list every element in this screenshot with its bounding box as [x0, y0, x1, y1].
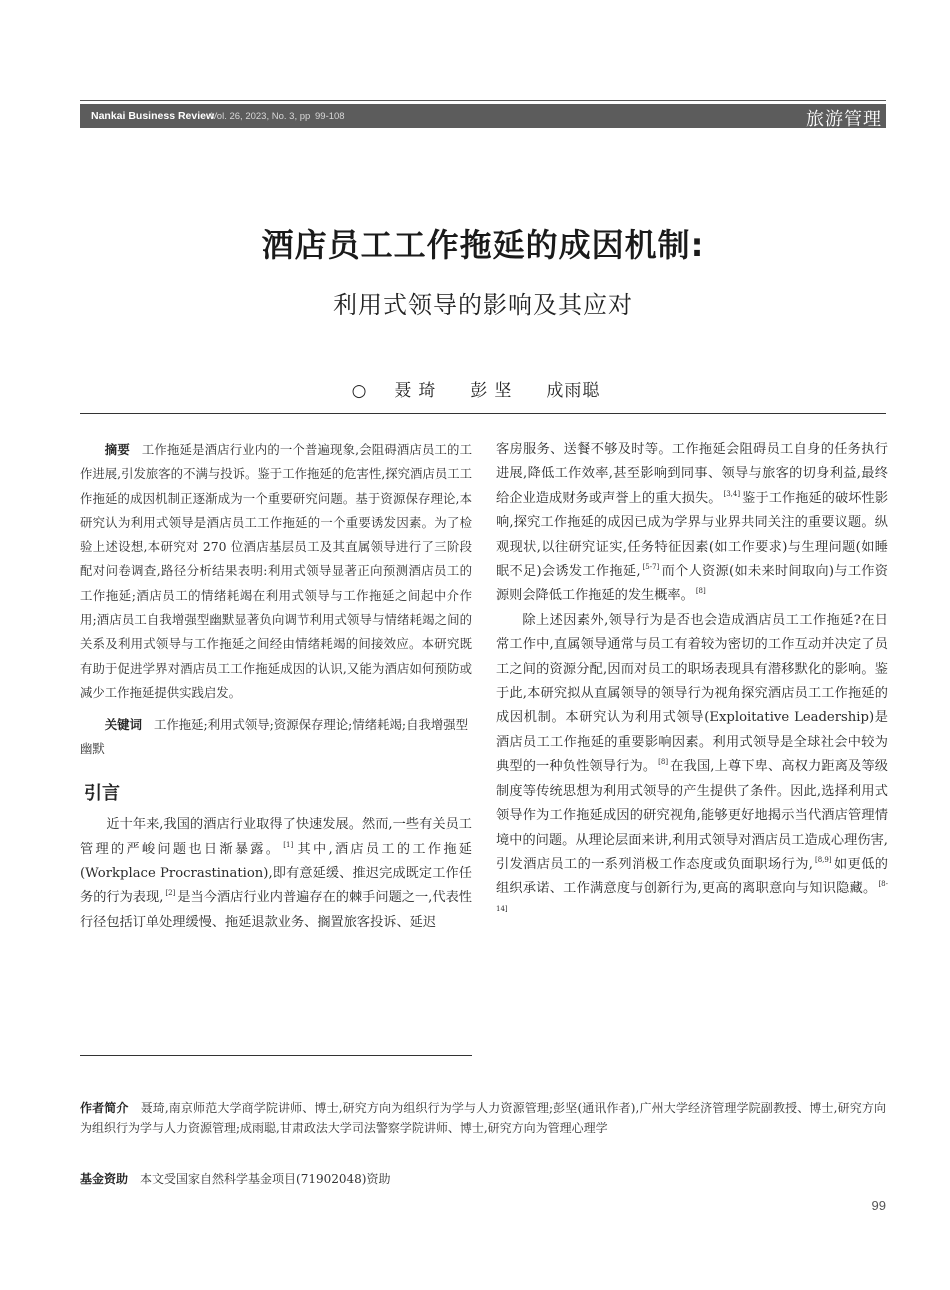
keywords-label: 关键词 [104, 717, 142, 733]
citation[interactable]: [8-14] [496, 880, 888, 913]
keywords [80, 713, 472, 761]
citation[interactable]: [8] [658, 758, 669, 767]
citation[interactable]: [1] [283, 840, 294, 849]
citation[interactable]: [3,4] [723, 489, 741, 498]
journal-pages: 99-108 [315, 111, 345, 122]
author-bio-label: 作者简介 [80, 1101, 129, 1115]
footnote-divider [80, 1055, 472, 1056]
author-bio-footnote [80, 1098, 886, 1138]
left-column [80, 438, 472, 935]
author-marker-icon: ○ [351, 381, 367, 401]
paper-title: 酒店员工工作拖延的成因机制: [261, 226, 705, 264]
intro-left-text: 近十年来,我国的酒店行业取得了快速发展。然而,一些有关员工管理的严峻问题也日渐暴露。 [1] 其中,酒店员工的工作拖延(Workplace Procrastination),即有意延缓、推迟完成既定工作任务的行为表现, [2] 是当今酒店行业内普遍存在的棘手问题之一,代表性行径包括订单处理缓慢、拖延退款业务、搁置旅客投诉、延迟 [80, 817, 472, 930]
funding-label: 基金资助 [80, 1172, 129, 1186]
author-bio-text: 聂琦,南京师范大学商学院讲师、博士,研究方向为组织行为学与人力资源管理;彭坚(通讯作者),广州大学经济管理学院副教授、博士,研究方向为组织行为学与人力资源管理;成雨聪,甘肃政法大学司法警察学院讲师、博士,研究方向为管理心理学 [80, 1101, 886, 1135]
header-top-rule [80, 100, 886, 101]
author-name: 彭坚 [470, 381, 519, 401]
abstract [80, 438, 472, 705]
intro-right-text: 客房服务、送餐不够及时等。工作拖延会阻碍员工自身的任务执行进展,降低工作效率,甚至影响到同事、领导与旅客的切身利益,最终给企业造成财务或声誉上的重大损失。 [3,4] 鉴于工作拖延的破坏性影响,探究工作拖延的成因已成为学界与业界共同关注的重要议题。纵观现状,以往研究证实,任务特征因素(如工作要求)与生理问题(如睡眠不足)会诱发工作拖延, [5-7] 而个人资源(如未来时间取向)与工作资源则会降低工作拖延的发生概率。 [8] 除上述因素外,领导行为是否也会造成酒店员工工作拖延?在日常工作中,直属领导通常与员工有着较为密切的工作互动并决定了员工之间的资源分配,因而对员工的职场表现具有潜移默化的影响。鉴于此,本研究拟从直属领导的领导行为视角探究酒店员工工作拖延的成因机制。本研究认为利用式领导(Exploitative Leadership)是酒店员工工作拖延的重要影响因素。利用式领导是全球社会中较为典型的一种负性领导行为。 [8] 在我国,上尊下卑、高权力距离及等级制度等传统思想为利用式领导的产生提供了条件。因此,选择利用式领导作为工作拖延成因的研究视角,能够更好地揭示当代酒店管理情境中的问题。从理论层面来讲,利用式领导对酒店员工造成心理伤害,引发酒店员工的一系列消极工作态度或负面职场行为, [8,9] 如更低的组织承诺、工作满意度与创新行为,更高的离职意向与知识隐藏。 [8-14] [496, 442, 889, 913]
citation[interactable]: [8,9] [814, 855, 832, 864]
paper-subtitle: 利用式领导的影响及其应对 [333, 291, 633, 319]
section-heading-introduction: 引言 [84, 783, 120, 805]
author-line [80, 376, 886, 401]
keywords-text: 工作拖延;利用式领导;资源保存理论;情绪耗竭;自我增强型幽默 [80, 717, 469, 757]
funding-text: 本文受国家自然科学基金项目(71902048)资助 [140, 1172, 391, 1186]
journal-volume: Vol. 26, 2023, No. 3, pp [211, 111, 311, 122]
author-name: 成雨聪 [546, 381, 601, 401]
title-divider [80, 413, 886, 414]
right-column [496, 438, 888, 926]
citation[interactable]: [8] [695, 587, 706, 596]
citation[interactable]: [2] [165, 889, 176, 898]
journal-name: Nankai Business Review [91, 110, 215, 122]
page-number: 99 [871, 1198, 886, 1213]
abstract-label: 摘要 [104, 442, 130, 457]
author-name: 聂琦 [394, 381, 443, 401]
abstract-text: 工作拖延是酒店行业内的一个普遍现象,会阻碍酒店员工的工作进展,引发旅客的不满与投诉。鉴于工作拖延的危害性,探究酒店员工工作拖延的成因机制正逐渐成为一个重要研究问题。基于资源保存理论,本研究认为利用式领导是酒店员工工作拖延的一个重要诱发因素。为了检验上述设想,本研究对 270 位酒店基层员工及其直属领导进行了三阶段配对问卷调查,路径分析结果表明:利用式领导显著正向预测酒店员工的工作拖延;酒店员工的情绪耗竭在利用式领导与工作拖延之间起中介作用;酒店员工自我增强型幽默显著负向调节利用式领导与情绪耗竭之间的关系及利用式领导与工作拖延之间经由情绪耗竭的间接效应。本研究既有助于促进学界对酒店员工工作拖延成因的认识,又能为酒店如何预防或减少工作拖延提供实践启发。 [80, 442, 472, 700]
section-label: 旅游管理 [806, 109, 882, 130]
journal-header-bar [80, 104, 886, 128]
funding-footnote [80, 1169, 886, 1189]
citation[interactable]: [5-7] [642, 563, 660, 572]
